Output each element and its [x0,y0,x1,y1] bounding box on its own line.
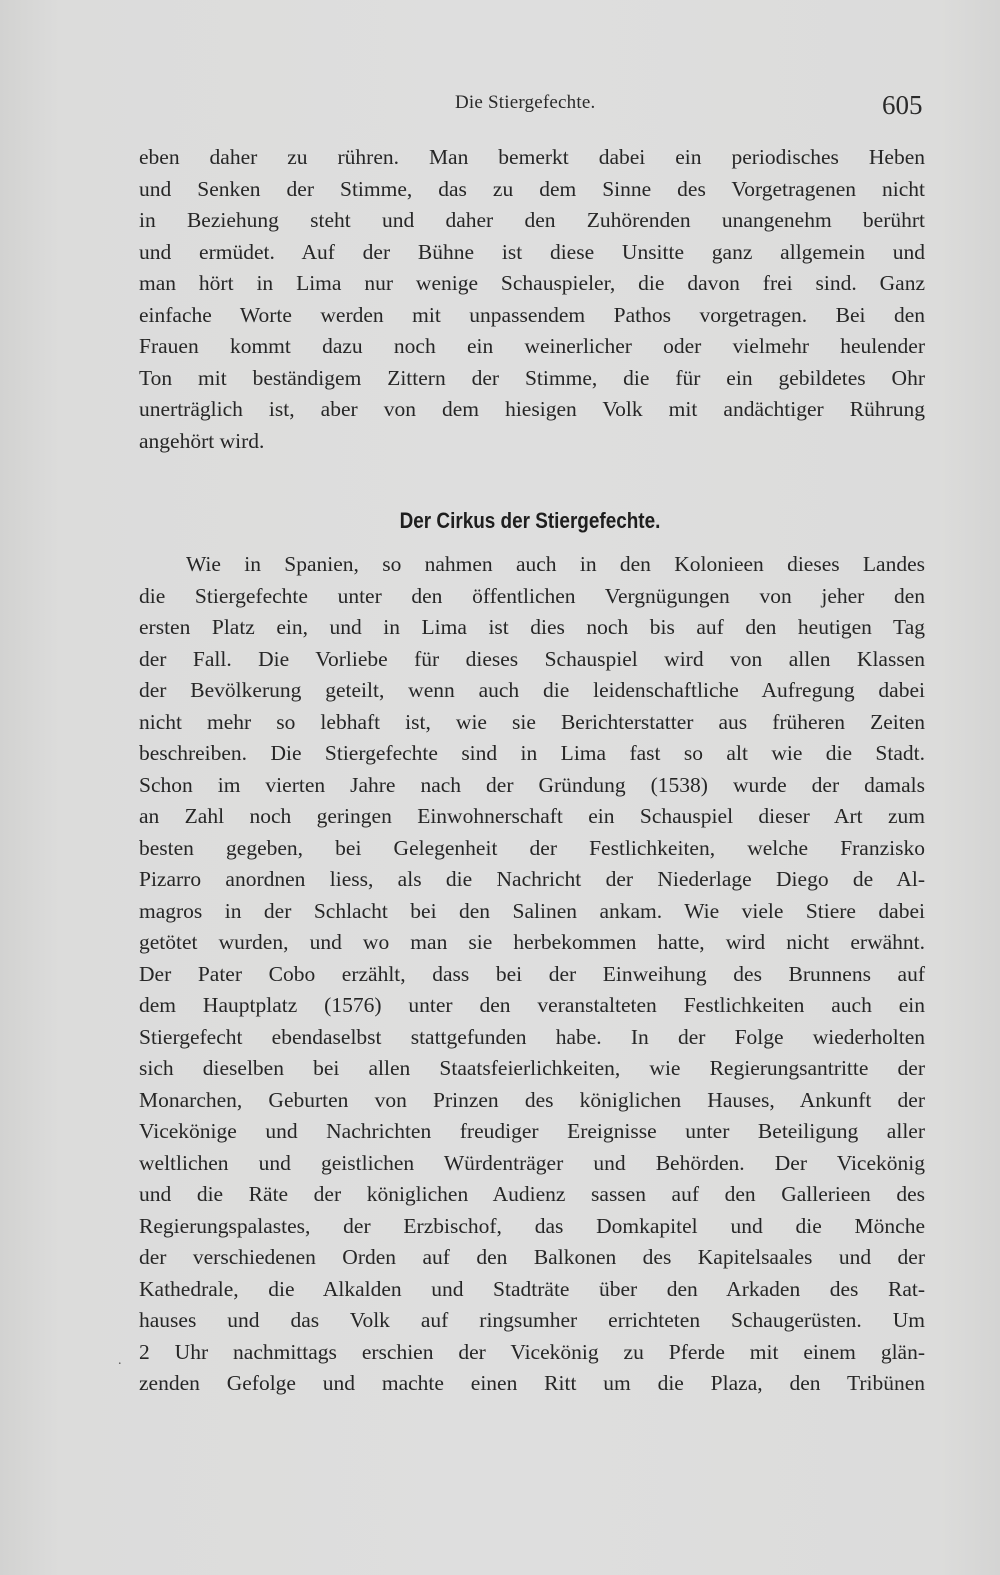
text-line: Der Pater Cobo erzählt, dass bei der Einweihung des Brunnens auf [139,961,925,986]
text-line: und die Räte der königlichen Audienz sassen auf den Gallerieen des [139,1182,925,1206]
text-line: dem Hauptplatz (1576) unter den veranstalteten Festlichkeiten auch ein [139,993,925,1017]
text-line: Vicekönige und Nachrichten freudiger Ereignisse unter Beteiligung aller [139,1119,925,1143]
text-line: ersten Platz ein, und in Lima ist dies noch bis auf den heutigen Tag [139,615,925,639]
text-line: zenden Gefolge und machte einen Ritt um die Plaza, den Tribünen [139,1371,925,1395]
text-line: Wie in Spanien, so nahmen auch in den Kolonieen dieses Landes [186,552,925,576]
text-line: Ton mit beständigem Zittern der Stimme, die für ein gebildetes Ohr [139,365,925,390]
text-line: und ermüdet. Auf der Bühne ist diese Unsitte ganz allgemein und [139,239,925,264]
margin-dot: . [118,1353,122,1368]
text-line: beschreiben. Die Stiergefechte sind in Lima fast so alt wie die Stadt. [139,741,925,765]
text-line: Kathedrale, die Alkalden und Stadträte über den Arkaden des Rat- [139,1276,925,1301]
text-line: in Beziehung steht und daher den Zuhörenden unangenehm berührt [139,208,925,232]
running-head [0,90,1000,120]
text-line: getötet wurden, und wo man sie herbekommen hatte, wird nicht erwähnt. [139,930,925,954]
text-line: magros in der Schlacht bei den Salinen ankam. Wie viele Stiere dabei [139,898,925,923]
text-line: weltlichen und geistlichen Würdenträger und Behörden. Der Vicekönig [139,1150,925,1175]
text-line: Regierungspalastes, der Erzbischof, das Domkapitel und die Mönche [139,1213,925,1238]
text-line: an Zahl noch geringen Einwohnerschaft ein Schauspiel dieser Art zum [139,804,925,828]
section-heading: Der Cirkus der Stiergefechte. [399,508,661,533]
running-title: Die Stiergefechte. [455,92,596,113]
text-line: Stiergefecht ebendaselbst stattgefunden habe. In der Folge wiederholten [139,1024,925,1049]
text-line: besten gegeben, bei Gelegenheit der Festlichkeiten, welche Franzisko [139,835,925,860]
paragraph-section [139,549,925,1400]
text-line: der Bevölkerung geteilt, wenn auch die leidenschaftliche Aufregung dabei [139,678,925,702]
text-line: Schon im vierten Jahre nach der Gründung (1538) wurde der damals [139,772,925,797]
text-line: sich dieselben bei allen Staatsfeierlichkeiten, wie Regierungsantritte der [139,1056,925,1080]
text-line: hauses und das Volk auf ringsumher errichteten Schaugerüsten. Um [139,1308,925,1332]
text-line: Monarchen, Geburten von Prinzen des königlichen Hauses, Ankunft der [139,1087,925,1112]
text-line: der verschiedenen Orden auf den Balkonen des Kapitelsaales und der [139,1245,925,1269]
text-line: eben daher zu rühren. Man bemerkt dabei ein periodisches Heben [139,145,925,169]
text-line: nicht mehr so lebhaft ist, wie sie Berichterstatter aus früheren Zeiten [139,709,925,734]
text-line: Frauen kommt dazu noch ein weinerlicher oder vielmehr heulender [139,334,925,358]
page-number: 605 [882,90,923,120]
text-line: unerträglich ist, aber von dem hiesigen Volk mit andächtiger Rührung [139,397,925,421]
text-line: die Stiergefechte unter den öffentlichen Vergnügungen von jeher den [139,583,925,608]
text-line: einfache Worte werden mit unpassendem Pathos vorgetragen. Bei den [139,302,925,327]
text-line: man hört in Lima nur wenige Schauspieler, die davon frei sind. Ganz [139,271,925,295]
text-line: Pizarro anordnen liess, als die Nachricht der Niederlage Diego de Al- [139,867,925,891]
paragraph-continued [139,142,925,457]
text-line: 2 Uhr nachmittags erschien der Vicekönig zu Pferde mit einem glän- [139,1339,925,1364]
text-line: und Senken der Stimme, das zu dem Sinne des Vorgetragenen nicht [139,176,925,201]
text-line: angehört wird. [139,428,265,453]
text-line: der Fall. Die Vorliebe für dieses Schauspiel wird von allen Klassen [139,646,925,671]
